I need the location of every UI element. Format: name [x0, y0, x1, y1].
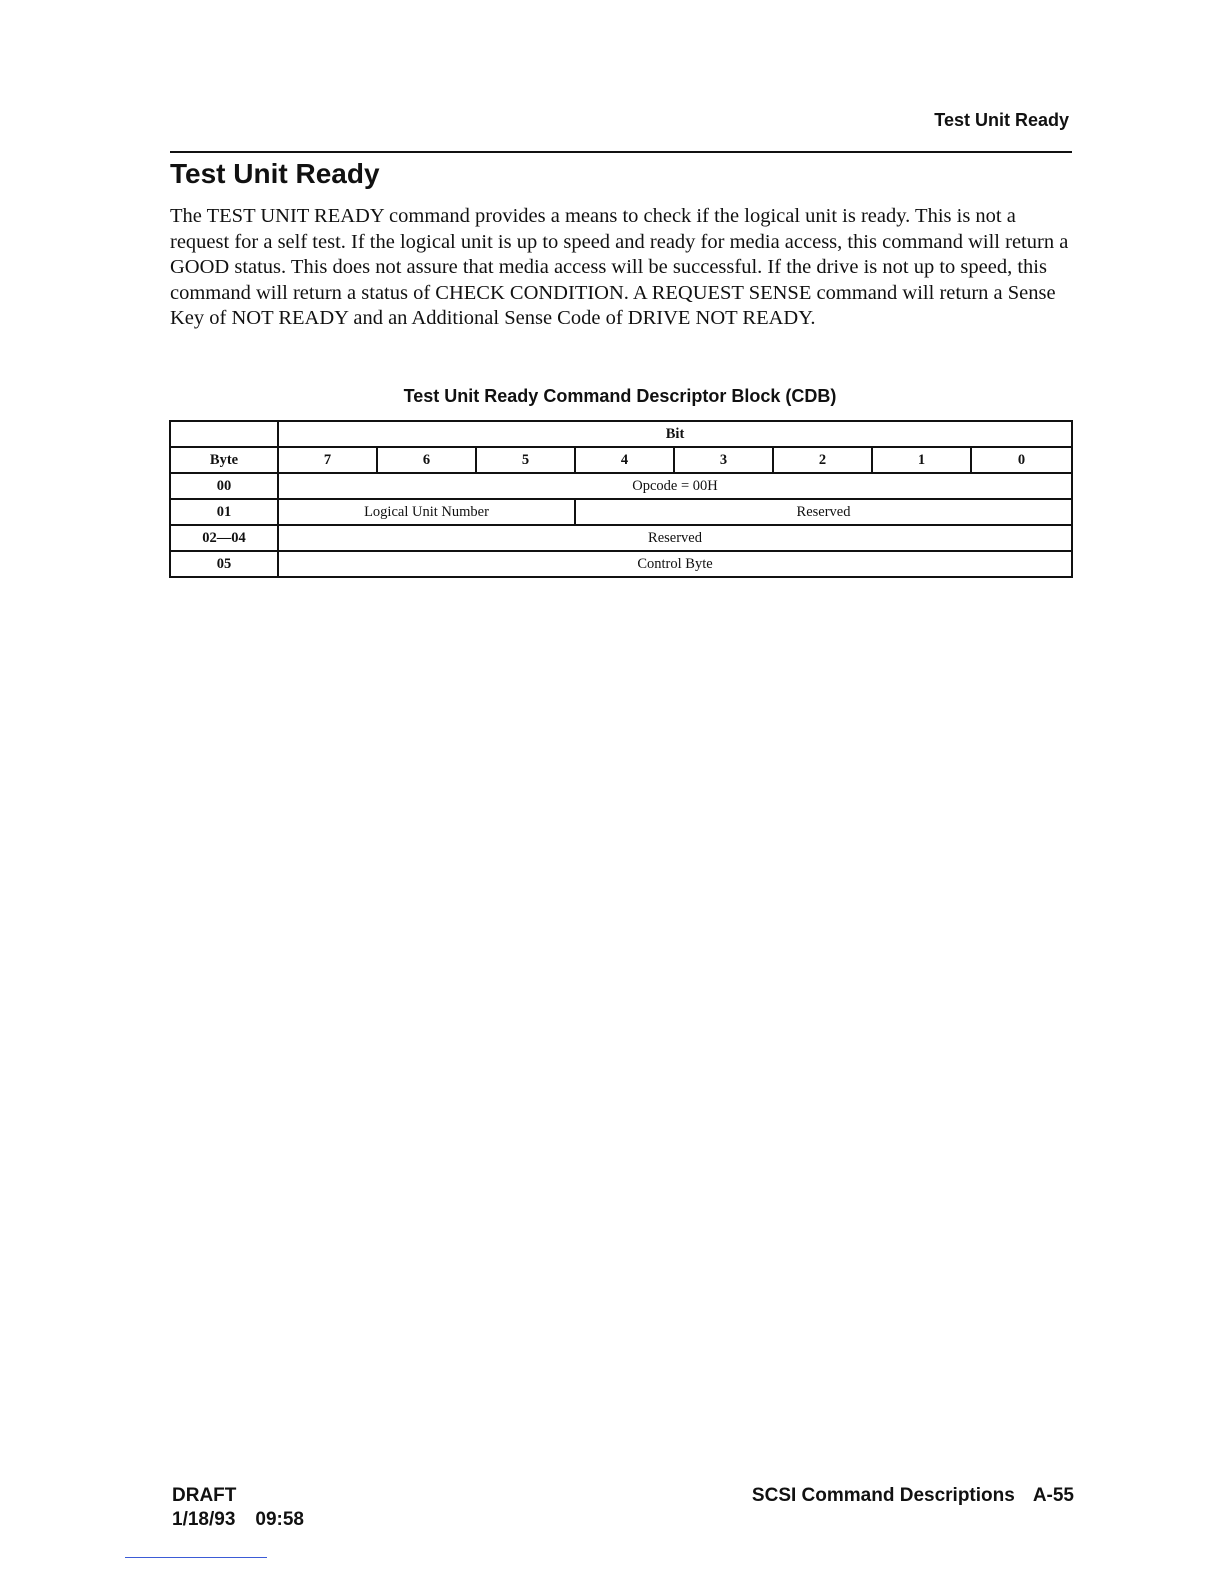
table-row [170, 473, 1072, 499]
draft-timestamp [172, 1508, 304, 1532]
bit-3: 3 [674, 447, 773, 473]
table-row-bit-header [170, 421, 1072, 447]
reserved-cell: Reserved [278, 525, 1072, 551]
bit-header: Bit [278, 421, 1072, 447]
chapter-title: SCSI Command Descriptions [751, 1485, 1015, 1506]
corner-cell [170, 421, 278, 447]
draft-label: DRAFT [172, 1485, 237, 1506]
page-number: A-55 [1032, 1485, 1074, 1506]
cdb-table [169, 420, 1073, 578]
footer-chapter-info [752, 1484, 1074, 1508]
scan-edge-mark [125, 1557, 267, 1558]
table-row [170, 551, 1072, 577]
footer-draft-info [172, 1484, 304, 1532]
control-byte-cell: Control Byte [278, 551, 1072, 577]
reserved-cell: Reserved [575, 499, 1072, 525]
draft-date: 1/18/93 [172, 1509, 236, 1530]
table-caption: Test Unit Ready Command Descriptor Block (CDB) [403, 386, 837, 406]
bit-5: 5 [476, 447, 575, 473]
running-header: Test Unit Ready [934, 110, 1069, 130]
byte-number: 00 [170, 473, 278, 499]
bit-1: 1 [872, 447, 971, 473]
description-paragraph: The TEST UNIT READY command provides a means to check if the logical unit is ready. This is not a request for a self test. If the logical unit is up to speed and ready for media access, this command will return a GOOD status. This does not assure that media access will be successful. If the drive is not up to speed, this command will return a status of CHECK CONDITION. A REQUEST SENSE command will return a Sense Key of NOT READY and an Additional Sense Code of DRIVE NOT READY. [170, 205, 1069, 330]
bit-2: 2 [773, 447, 872, 473]
byte-header: Byte [170, 447, 278, 473]
page-title: Test Unit Ready [170, 158, 380, 189]
header-rule [170, 151, 1072, 153]
table-row [170, 525, 1072, 551]
bit-7: 7 [278, 447, 377, 473]
opcode-cell: Opcode = 00H [278, 473, 1072, 499]
table-row-bit-numbers [170, 447, 1072, 473]
table-row [170, 499, 1072, 525]
bit-4: 4 [575, 447, 674, 473]
logical-unit-number-cell: Logical Unit Number [278, 499, 575, 525]
byte-number: 02—04 [170, 525, 278, 551]
byte-number: 01 [170, 499, 278, 525]
byte-number: 05 [170, 551, 278, 577]
draft-time: 09:58 [255, 1509, 305, 1530]
bit-0: 0 [971, 447, 1072, 473]
bit-6: 6 [377, 447, 476, 473]
